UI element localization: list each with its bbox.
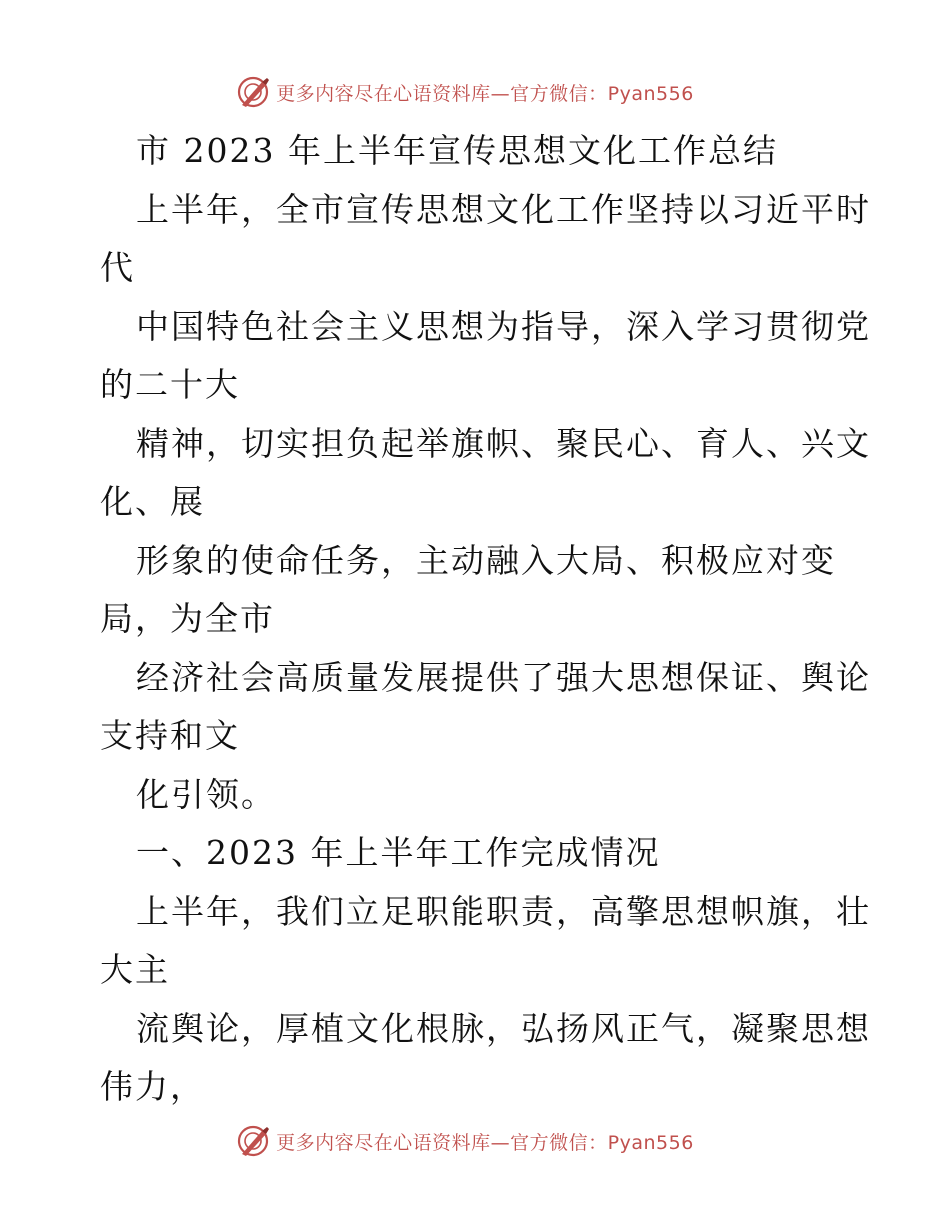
document-line: 上半年，全市宣传思想文化工作坚持以习近平时 [136, 189, 871, 229]
footer-banner-text: 更多内容尽在心语资料库—官方微信：Pyan556 [276, 1131, 694, 1154]
document-line: 伟力， [100, 1067, 205, 1106]
document-line: 中国特色社会主义思想为指导，深入学习贯彻党 [136, 306, 871, 346]
document-line: 代 [100, 248, 135, 287]
document-line: 经济社会高质量发展提供了强大思想保证、舆论 [136, 657, 871, 697]
pen-logo-icon [236, 1124, 270, 1158]
footer-banner[interactable] [0, 1121, 950, 1161]
header-banner-text: 更多内容尽在心语资料库—官方微信：Pyan556 [276, 82, 694, 105]
document-line: 化、展 [100, 482, 205, 521]
document-line: 局，为全市 [100, 599, 275, 638]
document-line: 市 2023 年上半年宣传思想文化工作总结 [136, 131, 778, 170]
document-line: 支持和文 [100, 716, 240, 755]
document-line: 上半年，我们立足职能职责，高擎思想帜旗，壮 [136, 891, 871, 931]
document-line: 精神，切实担负起举旗帜、聚民心、育人、兴文 [136, 423, 871, 463]
document-line: 流舆论，厚植文化根脉，弘扬风正气，凝聚思想 [136, 1008, 871, 1048]
header-banner[interactable] [0, 72, 950, 112]
document-line: 形象的使命任务，主动融入大局、积极应对变 [136, 540, 836, 580]
document-line: 化引领。 [136, 774, 276, 814]
document-line: 一、2023 年上半年工作完成情况 [136, 833, 661, 872]
document-line: 的二十大 [100, 365, 240, 404]
document-body [100, 122, 871, 1117]
pen-logo-icon [236, 75, 270, 109]
document-line: 大主 [100, 950, 170, 989]
